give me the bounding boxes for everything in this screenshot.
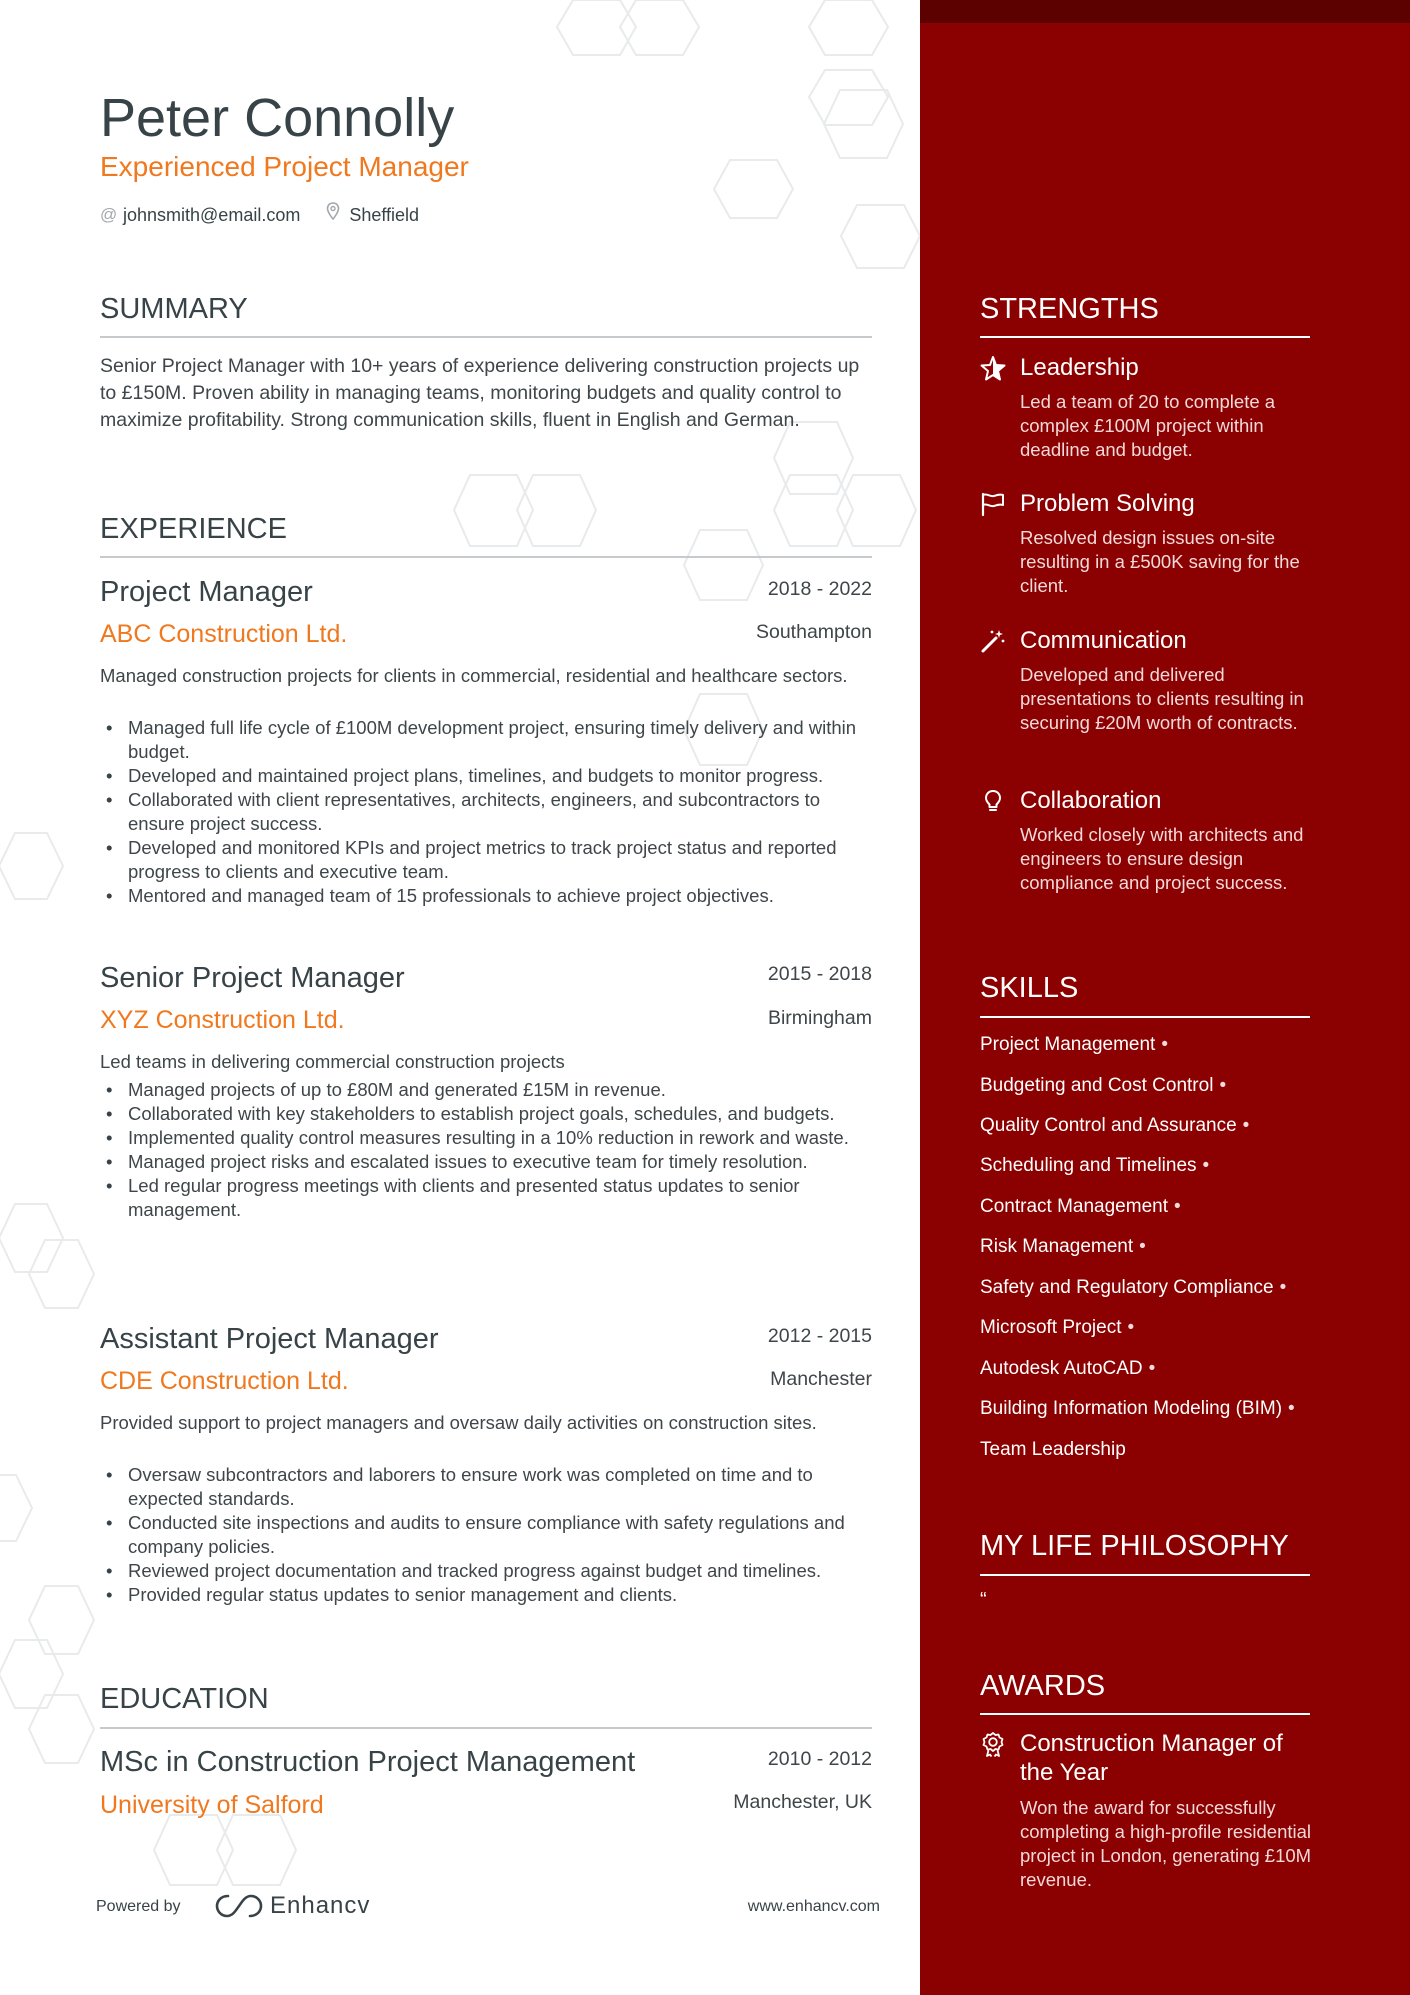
location-pin-icon (326, 202, 344, 228)
contact-row (100, 202, 419, 228)
star-icon (980, 355, 1006, 381)
list-item: • Collaborated with key stakeholders to establish project goals, schedules, and budgets. (100, 1102, 872, 1126)
job-description: Provided support to project managers and oversaw daily activities on construction sites. (100, 1412, 817, 1433)
strength-heading: Leadership (1020, 354, 1139, 381)
job-location: Manchester (770, 1368, 872, 1390)
enhancv-logo-icon (214, 1892, 264, 1920)
at-icon: @ (100, 205, 118, 224)
list-item: • Oversaw subcontractors and laborers to ensure work was completed on time and to expected standards. (100, 1463, 872, 1511)
summary-title: SUMMARY (100, 293, 248, 325)
education-dates: 2010 - 2012 (767, 1748, 872, 1770)
skill-tag: Microsoft Project • (980, 1317, 1135, 1338)
job-description: Managed construction projects for clients in commercial, residential and healthcare sectors. (100, 665, 848, 686)
education-school: University of Salford (100, 1791, 324, 1819)
award-text: Won the award for successfully completing a high-profile residential project in London, generating £10M revenue. (1020, 1797, 1312, 1890)
skills-divider (980, 1016, 1310, 1018)
strength-text: Resolved design issues on-site resulting in a £500K saving for the client. (1020, 527, 1300, 596)
summary-divider (100, 336, 872, 338)
skill-tag: Autodesk AutoCAD • (980, 1358, 1156, 1379)
strength-heading: Problem Solving (1020, 490, 1195, 517)
skill-tag: Scheduling and Timelines • (980, 1155, 1210, 1176)
philosophy-divider (980, 1574, 1310, 1576)
list-item: • Implemented quality control measures resulting in a 10% reduction in rework and waste. (100, 1126, 872, 1150)
list-item: • Managed project risks and escalated issues to executive team for timely resolution. (100, 1150, 872, 1174)
strength-heading: Communication (1020, 627, 1187, 654)
education-location: Manchester, UK (733, 1791, 872, 1813)
philosophy-title: MY LIFE PHILOSOPHY (980, 1530, 1289, 1562)
candidate-role: Experienced Project Manager (100, 151, 469, 182)
job-title: Senior Project Manager (100, 962, 405, 994)
lightbulb-icon (980, 788, 1006, 814)
job-dates: 2018 - 2022 (767, 578, 872, 600)
skill-tag: Safety and Regulatory Compliance • (980, 1277, 1287, 1298)
job-company: CDE Construction Ltd. (100, 1367, 349, 1395)
candidate-name: Peter Connolly (100, 88, 455, 148)
strengths-title: STRENGTHS (980, 293, 1159, 325)
list-item: • Managed full life cycle of £100M development project, ensuring timely delivery and within budget. (100, 716, 872, 764)
skill-tag: Project Management • (980, 1034, 1168, 1055)
sidebar-top-bar (920, 0, 1410, 23)
job-title: Project Manager (100, 576, 313, 608)
list-item: • Managed projects of up to £80M and generated £15M in revenue. (100, 1078, 872, 1102)
flag-icon (980, 491, 1006, 517)
job-description: Led teams in delivering commercial construction projects (100, 1051, 565, 1072)
skill-tag: Building Information Modeling (BIM) • (980, 1398, 1295, 1419)
strengths-divider (980, 336, 1310, 338)
footer (96, 1888, 880, 1928)
awards-title: AWARDS (980, 1670, 1106, 1702)
powered-by-label: Powered by (96, 1898, 181, 1915)
list-item: • Provided regular status updates to senior management and clients. (100, 1583, 872, 1607)
job-title: Assistant Project Manager (100, 1323, 439, 1355)
job-bullets (100, 716, 872, 908)
experience-divider (100, 556, 872, 558)
award-heading: Construction Manager of the Year (1020, 1730, 1283, 1786)
education-divider (100, 1727, 872, 1729)
strength-text: Led a team of 20 to complete a complex £100M project within deadline and budget. (1020, 391, 1276, 460)
skill-tag: Risk Management • (980, 1236, 1146, 1257)
strength-text: Worked closely with architects and engineers to ensure design compliance and project success. (1020, 824, 1304, 893)
skill-tag: Budgeting and Cost Control • (980, 1075, 1227, 1096)
list-item: • Conducted site inspections and audits to ensure compliance with safety regulations and company policies. (100, 1511, 872, 1559)
job-location: Southampton (755, 621, 872, 643)
list-item: • Collaborated with client representatives, architects, engineers, and subcontractors to ensure project success. (100, 788, 872, 836)
education-degree: MSc in Construction Project Management (100, 1746, 636, 1778)
skill-tag: Contract Management • (980, 1196, 1181, 1217)
awards-divider (980, 1713, 1310, 1715)
skills-title: SKILLS (980, 972, 1079, 1004)
job-dates: 2015 - 2018 (767, 963, 872, 985)
job-location: Birmingham (767, 1007, 872, 1029)
job-company: XYZ Construction Ltd. (100, 1006, 345, 1034)
list-item: • Reviewed project documentation and tracked progress against budget and timelines. (100, 1559, 872, 1583)
website-link[interactable]: www.enhancv.com (747, 1898, 880, 1915)
strength-heading: Collaboration (1020, 787, 1162, 814)
location: Sheffield (349, 205, 420, 225)
education-title: EDUCATION (100, 1683, 269, 1715)
list-item: • Developed and maintained project plans, timelines, and budgets to monitor progress. (100, 764, 872, 788)
magic-wand-icon (980, 628, 1006, 654)
list-item: • Developed and monitored KPIs and project metrics to track project status and reported progress to clients and executive team. (100, 836, 872, 884)
job-bullets (100, 1463, 872, 1607)
job-bullets (100, 1078, 872, 1222)
sidebar (920, 0, 1410, 1995)
job-company: ABC Construction Ltd. (100, 620, 348, 648)
email[interactable]: johnsmith@email.com (123, 205, 301, 225)
summary-text: Senior Project Manager with 10+ years of experience delivering construction projects up to £150M. Proven ability in managing teams, monitoring budgets and quality control to maximize profitability. Strong communication skills, fluent in English and German. (100, 355, 860, 431)
enhancv-brand: Enhancv (270, 1892, 371, 1919)
skill-tag: Team Leadership (980, 1439, 1126, 1460)
strength-text: Developed and delivered presentations to clients resulting in securing £20M worth of contracts. (1020, 664, 1304, 733)
skill-tag: Quality Control and Assurance • (980, 1115, 1250, 1136)
philosophy-quote: “ (980, 1589, 987, 1611)
award-icon (980, 1731, 1006, 1757)
list-item: • Mentored and managed team of 15 professionals to achieve project objectives. (100, 884, 872, 908)
experience-title: EXPERIENCE (100, 513, 287, 545)
list-item: • Led regular progress meetings with clients and presented status updates to senior management. (100, 1174, 872, 1222)
job-dates: 2012 - 2015 (767, 1325, 872, 1347)
